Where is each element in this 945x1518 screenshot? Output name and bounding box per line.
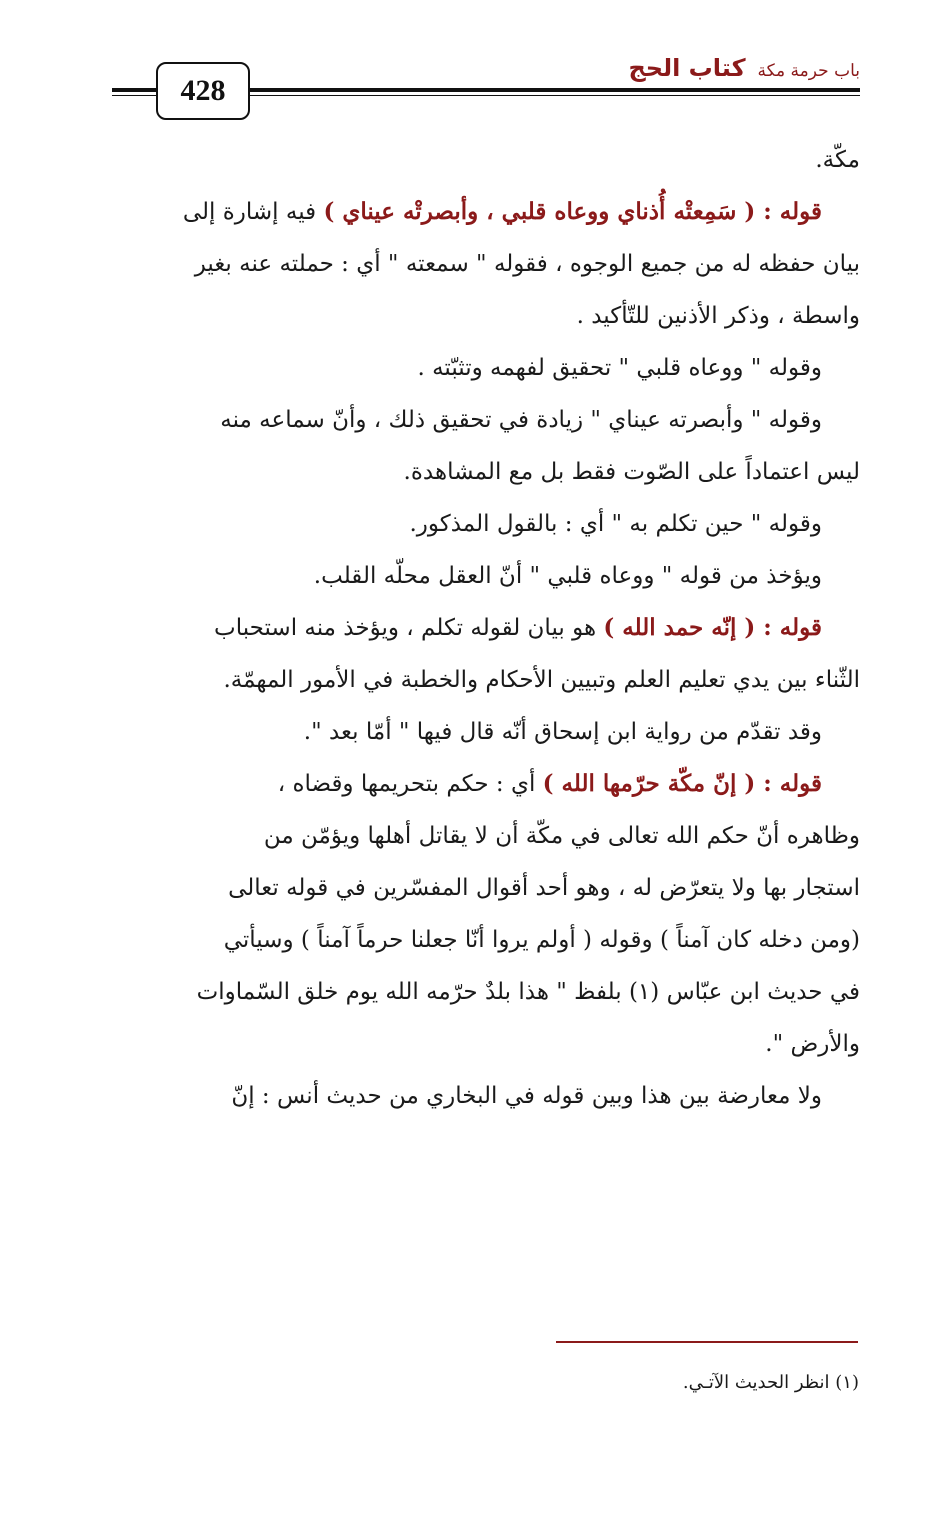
lemma: قوله : ( سَمِعتْه أُذناي ووعاه قلبي ، وأبصرتْه عيناي ) bbox=[323, 198, 822, 225]
text-line: (ومن دخله كان آمناً ) وقوله ( أولم يروا أنّا جعلنا حرماً آمناً ) وسيأتي bbox=[223, 927, 860, 953]
text-line: وظاهره أنّ حكم الله تعالى في مكّة أن لا يقاتل أهلها ويؤمّن من bbox=[263, 823, 860, 849]
text-line: ولا معارضة بين هذا وبين قوله في البخاري من حديث أنس : إنّ bbox=[231, 1083, 822, 1109]
main-text bbox=[108, 134, 860, 1122]
text-line: مكّة. bbox=[815, 147, 860, 173]
text-line: وقوله " وأبصرته عيناي " زيادة في تحقيق ذلك ، وأنّ سماعه منه bbox=[220, 407, 822, 433]
text-span: هو بيان لقوله تكلم ، ويؤخذ منه استحباب bbox=[214, 615, 604, 641]
text-line: وقوله " ووعاه قلبي " تحقيق لفهمه وتثبّته . bbox=[417, 355, 822, 381]
page-number: 428 bbox=[156, 62, 250, 120]
chapter-title: باب حرمة مكة bbox=[757, 61, 860, 81]
text-line: بيان حفظه له من جميع الوجوه ، فقوله " سمعته " أي : حملته عنه بغير bbox=[194, 251, 860, 277]
text-span: أي : حكم بتحريمها وقضاه ، bbox=[277, 771, 543, 797]
footnote: (١) انظر الحديث الآتـي. bbox=[682, 1372, 859, 1393]
text-line bbox=[108, 602, 860, 654]
text-line: ويؤخذ من قوله " ووعاه قلبي " أنّ العقل محلّه القلب. bbox=[313, 563, 822, 589]
text-line: وقد تقدّم من رواية ابن إسحاق أنّه قال فيها " أمّا بعد ". bbox=[303, 719, 822, 745]
book-title: كتاب الحج bbox=[628, 54, 746, 82]
text-line: والأرض ". bbox=[765, 1031, 860, 1057]
lemma: قوله : ( إنّ مكّة حرّمها الله ) bbox=[542, 770, 822, 797]
text-line: وقوله " حين تكلم به " أي : بالقول المذكور. bbox=[409, 511, 822, 537]
text-span: فيه إشارة إلى bbox=[182, 199, 324, 225]
text-line: في حديث ابن عبّاس (١) بلفظ " هذا بلدٌ حرّمه الله يوم خلق السّماوات bbox=[196, 979, 860, 1005]
text-line: الثّناء بين يدي تعليم العلم وتبيين الأحكام والخطبة في الأمور المهمّة. bbox=[223, 667, 860, 693]
text-line bbox=[108, 758, 860, 810]
text-line: ليس اعتماداً على الصّوت فقط بل مع المشاهدة. bbox=[403, 459, 860, 485]
text-line: واسطة ، وذكر الأذنين للتّأكيد . bbox=[576, 303, 860, 329]
text-line bbox=[108, 186, 860, 238]
text-line: استجار بها ولا يتعرّض له ، وهو أحد أقوال المفسّرين في قوله تعالى bbox=[228, 875, 860, 901]
footnote-separator bbox=[556, 1341, 858, 1343]
page-header bbox=[112, 54, 860, 124]
lemma: قوله : ( إنّه حمد الله ) bbox=[603, 614, 822, 641]
running-title bbox=[628, 54, 860, 86]
